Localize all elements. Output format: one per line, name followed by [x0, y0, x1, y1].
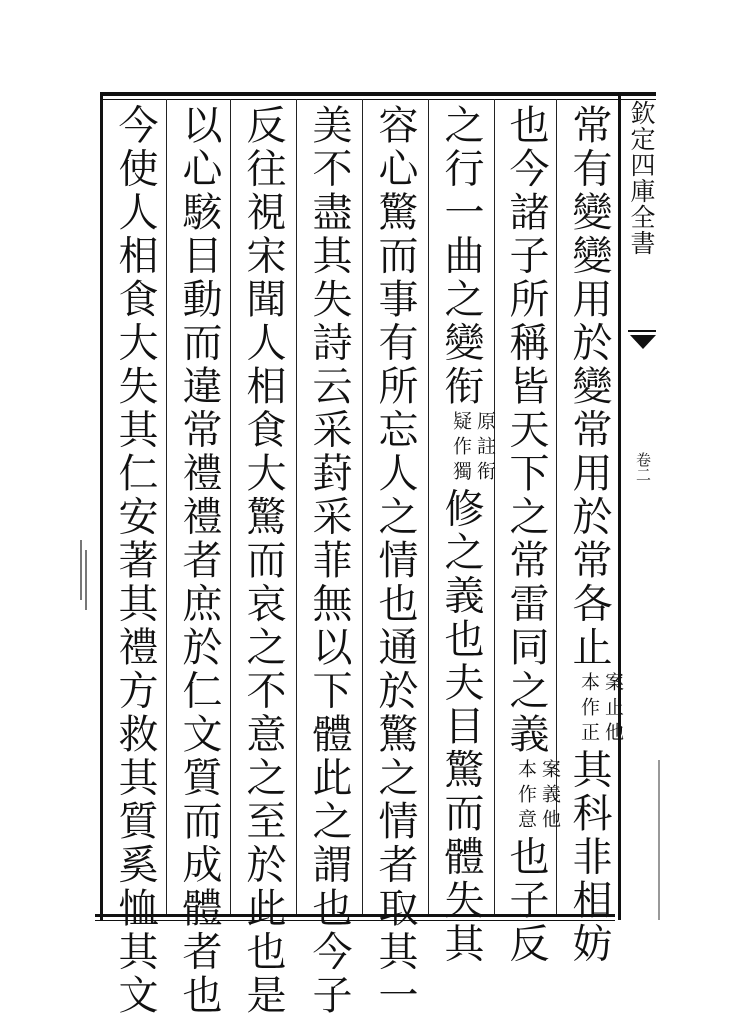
spine-title: 欽定四庫全書 [627, 100, 656, 256]
note-right: 原註衔 [474, 410, 496, 486]
note-left: 本作正 [578, 671, 600, 747]
column-divider [296, 99, 297, 914]
column-text: 之行一曲之變衔 [438, 104, 484, 409]
left-border-rule [100, 92, 103, 920]
text-column-1 [559, 104, 624, 966]
column-text: 其科非相妨 [566, 748, 612, 966]
top-border-rule [100, 92, 656, 96]
column-text: 也今諸子所稱皆天下之常雷同之義 [503, 104, 549, 757]
note-left: 疑作獨 [450, 410, 472, 486]
text-column-2 [496, 104, 561, 966]
text-column-7 [169, 104, 229, 1018]
note-left: 本作意 [515, 758, 537, 834]
column-text: 容心驚而事有所忘人之情也通於驚之情者取其一 [372, 104, 418, 1018]
column-text: 反往視宋聞人相食大驚而哀之不意之至於此也是 [240, 104, 286, 1018]
column-divider [230, 99, 231, 914]
note-right: 案止他 [602, 671, 624, 747]
text-column-3 [431, 104, 496, 966]
note-right: 案義他 [539, 758, 561, 834]
text-column-4 [365, 104, 425, 1018]
column-text: 以心駭目動而違常禮禮者庶於仁文質而成體者也 [176, 104, 222, 1018]
text-column-5 [299, 104, 359, 1018]
gutter-marks [80, 540, 90, 620]
column-text: 今使人相食大失其仁安著其禮方救其質奚恤其文 [112, 104, 158, 1018]
annotation-note [514, 759, 562, 834]
annotation-note [449, 411, 497, 486]
fish-tail-line [628, 330, 656, 332]
page-edge-shadow [658, 760, 660, 920]
fish-tail-icon [630, 335, 656, 349]
column-divider [362, 99, 363, 914]
annotation-note [577, 672, 625, 747]
column-text: 修之義也夫目驚而體失其 [438, 487, 484, 966]
text-column-6 [233, 104, 293, 1018]
top-border-inner-rule [100, 99, 656, 100]
column-divider [428, 99, 429, 914]
column-text: 也子反 [503, 835, 549, 966]
volume-label: 卷二 [634, 452, 652, 482]
column-text: 常有變變用於變常用於常各止 [566, 104, 612, 670]
column-divider [166, 99, 167, 914]
column-text: 美不盡其失詩云采葑采菲無以下體此之謂也今子 [306, 104, 352, 1018]
text-column-8 [105, 104, 165, 1018]
